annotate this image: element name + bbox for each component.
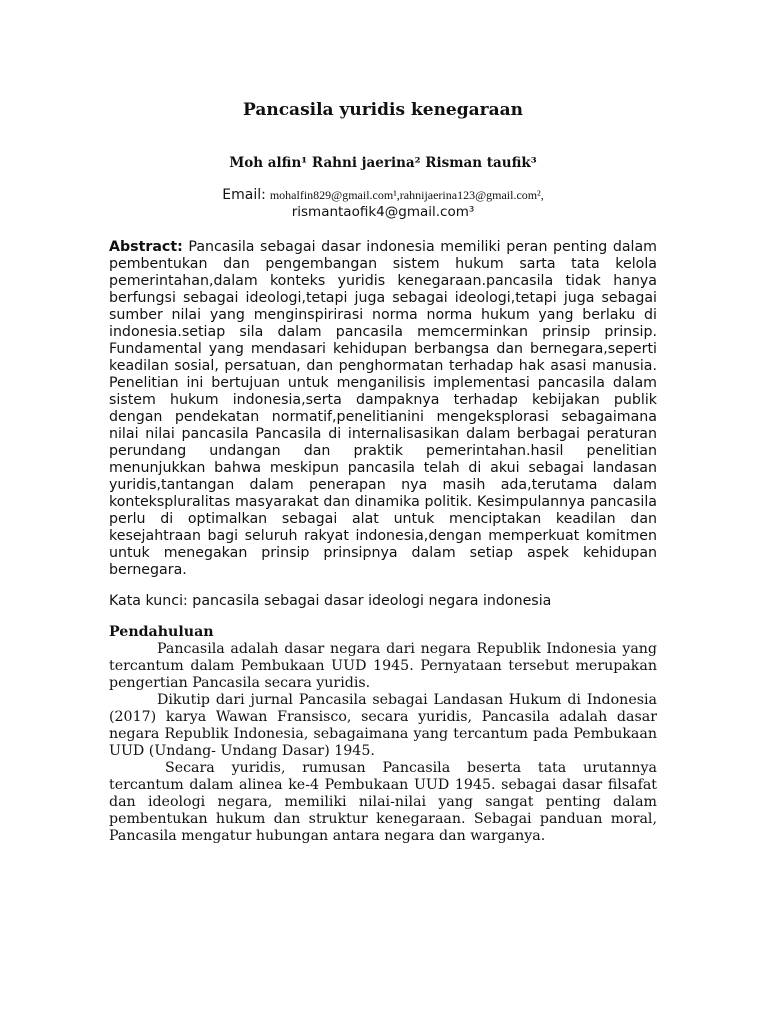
abstract-text: Pancasila sebagai dasar indonesia memiliki peran penting dalam pembentukan dan pengembangan sistem hukum sarta tata kelola pemerintahan,dalam konteks yuridis kenegaraan.pancasila tidak hanya berfungsi sebagai ideologi,tetapi juga sebagai ideologi,tetapi juga sebagai sumber nilai yang menginspirirasi norma norma hukum yang berlaku di indonesia.setiap sila dalam pancasila memcerminkan prinsip prinsip. Fundamental yang mendasari kehidupan berbangsa dan bernegara,seperti keadilan sosial, persatuan, dan penghormatan terhadap hak asasi manusia. Penelitian ini bertujuan untuk menganilisis implementasi pancasila dalam sistem hukum indonesia,serta dampaknya terhadap kebijakan publik dengan pendekatan normatif,penelitianini mengeksplorasi sebagaimana nilai nilai pancasila Pancasila di internalisasikan dalam berbagai peraturan perundang undangan dan praktik pemerintahan.hasil penelitian menunjukkan bahwa meskipun pancasila telah di akui sebagai landasan yuridis,tantangan dalam penerapan nya masih ada,terutama dalam kontekspluralitas masyarakat dan dinamika politik. Kesimpulannya pancasila perlu di optimalkan sebagai alat untuk menciptakan keadilan dan kesejahtraan bagi seluruh rakyat indonesia,dengan memperkuat komitmen untuk menegakan prinsip prinsipnya dalam setiap aspek kehidupan bernegara.	[109, 239, 657, 578]
section-heading-pendahuluan: Pendahuluan	[109, 624, 214, 640]
body-paragraph: Dikutip dari jurnal Pancasila sebagai Landasan Hukum di Indonesia (2017) karya Wawan Fransisco, secara yuridis, Pancasila adalah dasar negara Republik Indonesia, sebagaimana yang tercantum pada Pembukaan UUD (Undang- Undang Dasar) 1945.	[109, 692, 657, 759]
email-addresses-line1: mohalfin829@gmail.com¹,rahnijaerina123@gmail.com²,	[269, 188, 544, 202]
author-list: Moh alfin¹ Rahni jaerina² Risman taufik³	[229, 155, 537, 171]
email-addresses-line2: rismantaofik4@gmail.com³	[291, 204, 475, 220]
document-page	[109, 98, 657, 845]
email-label: Email:	[222, 187, 266, 203]
body-paragraph: Secara yuridis, rumusan Pancasila beserta tata urutannya tercantum dalam alinea ke-4 Pembukaan UUD 1945. sebagai dasar filsafat dan ideologi negara, memiliki nilai-nilai yang sangat penting dalam pembentukan hukum dan struktur kenegaraan. Sebagai panduan moral, Pancasila mengatur hubungan antara negara dan warganya.	[109, 760, 657, 844]
email-block	[109, 186, 657, 221]
paper-title: Pancasila yuridis kenegaraan	[243, 100, 523, 120]
abstract-label: Abstract:	[109, 239, 183, 255]
body-paragraph: Pancasila adalah dasar negara dari negara Republik Indonesia yang tercantum dalam Pembukaan UUD 1945. Pernyataan tersebut merupakan pengertian Pancasila secara yuridis.	[109, 641, 657, 691]
keywords: Kata kunci: pancasila sebagai dasar ideologi negara indonesia	[109, 593, 552, 609]
abstract	[109, 239, 657, 579]
